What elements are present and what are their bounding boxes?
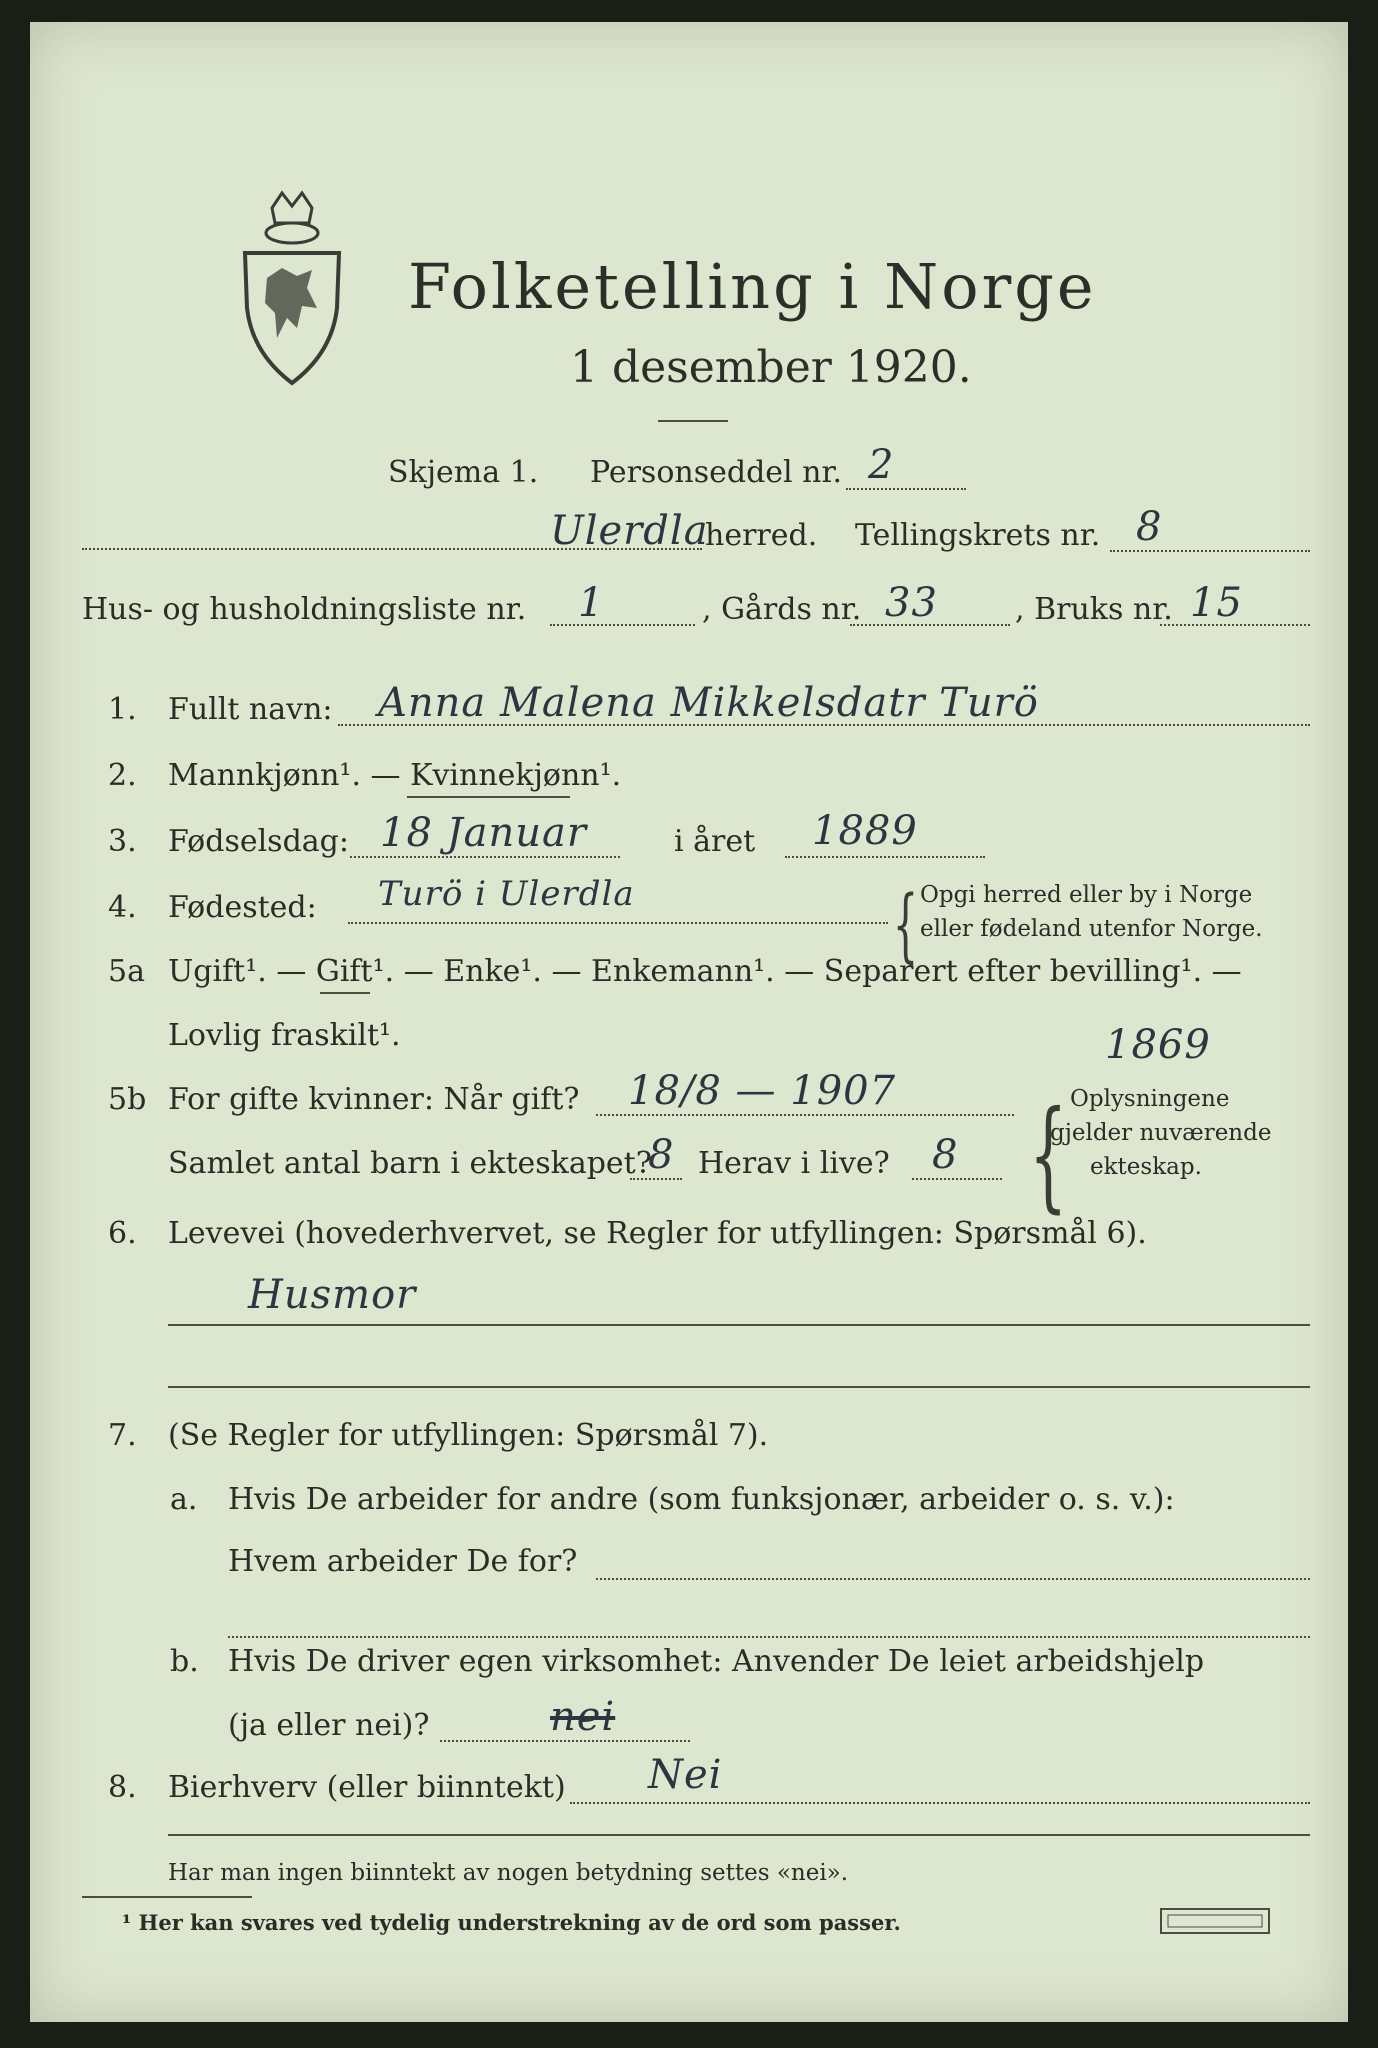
- form-title: Folketelling i Norge: [408, 250, 1097, 323]
- q6-line2: [168, 1386, 1310, 1388]
- q8-line: [570, 1802, 1310, 1804]
- q5b-barn-label: Samlet antal barn i ekteskapet?: [168, 1146, 652, 1181]
- herred-value: Ulerdla: [550, 508, 709, 554]
- q7a-label-line2: Hvem arbeider De for?: [228, 1544, 578, 1579]
- tellingskrets-line: [1110, 550, 1310, 552]
- title-rule: [658, 420, 728, 422]
- q7a-number: a.: [170, 1482, 198, 1517]
- q1-label: Fullt navn:: [168, 692, 333, 727]
- q3-number: 3.: [108, 824, 137, 859]
- census-form-sheet: [30, 22, 1348, 2022]
- footnote-rule: [82, 1896, 252, 1898]
- q7b-label: Hvis De driver egen virksomhet: Anvender De leiet arbeidshjelp: [228, 1644, 1205, 1679]
- q3-year-label: i året: [674, 824, 756, 859]
- q4-note-line1: Opgi herred eller by i Norge: [920, 882, 1253, 908]
- q5b-note-line1: Oplysningene: [1070, 1086, 1230, 1112]
- q5b-live-label: Herav i live?: [698, 1146, 890, 1181]
- q7b-line: [440, 1740, 690, 1742]
- q2-underline-kvinnekjonn: [407, 796, 570, 798]
- q4-line: [348, 922, 888, 924]
- biinntekt-note: Har man ingen biinntekt av nogen betydning settes «nei».: [168, 1860, 849, 1886]
- q5b-label: For gifte kvinner: Når gift?: [168, 1082, 580, 1117]
- q7b-number: b.: [170, 1644, 199, 1679]
- coat-of-arms-emblem: [237, 188, 347, 388]
- footnote: ¹ Her kan svares ved tydelig understrekning av de ord som passer.: [122, 1910, 901, 1935]
- q4-note-line2: eller fødeland utenfor Norge.: [920, 916, 1263, 942]
- q2-number: 2.: [108, 758, 137, 793]
- personseddel-value: 2: [868, 442, 895, 488]
- tellingskrets-value: 8: [1136, 504, 1163, 550]
- q5b-number: 5b: [108, 1082, 147, 1117]
- q5a-label-line2: Lovlig fraskilt¹.: [168, 1018, 401, 1053]
- husliste-value: 1: [578, 580, 605, 626]
- husliste-label: Hus- og husholdningsliste nr.: [82, 592, 527, 627]
- q8-label: Bierhverv (eller biinntekt): [168, 1770, 566, 1805]
- gards-line: [850, 624, 1010, 626]
- q3-year-line: [785, 856, 985, 858]
- note-rule: [168, 1834, 1310, 1836]
- q5a-number: 5a: [108, 954, 145, 989]
- q3-label: Fødselsdag:: [168, 824, 349, 859]
- q3-line: [350, 856, 620, 858]
- q5b-note-line2: gjelder nuværende: [1050, 1120, 1272, 1146]
- q8-number: 8.: [108, 1770, 137, 1805]
- census-date: 1 desember 1920.: [570, 342, 972, 393]
- q6-line1: [168, 1324, 1310, 1326]
- q5b-extra-note: 1869: [1105, 1022, 1211, 1068]
- q7b-value: nei: [550, 1694, 616, 1740]
- husliste-line: [550, 624, 695, 626]
- tellingskrets-label: Tellingskrets nr.: [855, 518, 1101, 553]
- q7-number: 7.: [108, 1418, 137, 1453]
- personseddel-line: [846, 488, 966, 490]
- q8-value: Nei: [648, 1752, 723, 1798]
- q5b-barn-line: [630, 1178, 682, 1180]
- q5a-underline-gift: [320, 992, 370, 994]
- q7b-label-line2: (ja eller nei)?: [228, 1708, 430, 1743]
- q6-number: 6.: [108, 1216, 137, 1251]
- q7a-line1: [596, 1578, 1310, 1580]
- q7a-line2: [228, 1636, 1310, 1638]
- q1-line: [338, 724, 1310, 726]
- gards-label: , Gårds nr.: [702, 592, 862, 627]
- herred-label: herred.: [705, 518, 818, 553]
- q7-label: (Se Regler for utfyllingen: Spørsmål 7).: [168, 1418, 769, 1453]
- bruks-value: 15: [1190, 580, 1243, 626]
- q5b-barn-value: 8: [648, 1132, 675, 1178]
- q6-label: Levevei (hovederhvervet, se Regler for utfyllingen: Spørsmål 6).: [168, 1216, 1147, 1251]
- personseddel-label: Personseddel nr.: [590, 455, 843, 490]
- bruks-line: [1160, 624, 1310, 626]
- q3-value: 18 Januar: [380, 810, 587, 856]
- q5b-note-line3: ekteskap.: [1090, 1154, 1202, 1180]
- q5b-line: [596, 1114, 1014, 1116]
- q5b-live-line: [912, 1178, 1002, 1180]
- bruks-label: , Bruks nr.: [1015, 592, 1173, 627]
- q1-value: Anna Malena Mikkelsdatr Turö: [378, 680, 1039, 726]
- q4-value: Turö i Ulerdla: [378, 874, 635, 914]
- q3-year-value: 1889: [812, 808, 918, 854]
- q4-brace: {: [892, 878, 919, 971]
- q4-number: 4.: [108, 890, 137, 925]
- schema-label: Skjema 1.: [388, 455, 539, 490]
- q2-label: Mannkjønn¹. — Kvinnekjønn¹.: [168, 758, 622, 793]
- q5b-brace: {: [1029, 1086, 1068, 1225]
- q5b-value: 18/8 — 1907: [628, 1068, 897, 1114]
- printer-mark: [1160, 1906, 1270, 1936]
- q5b-live-value: 8: [932, 1132, 959, 1178]
- q5a-label: Ugift¹. — Gift¹. — Enke¹. — Enkemann¹. — Separert efter bevilling¹. —: [168, 954, 1242, 989]
- gards-value: 33: [885, 580, 938, 626]
- q6-value: Husmor: [248, 1272, 417, 1318]
- q7a-label: Hvis De arbeider for andre (som funksjonær, arbeider o. s. v.):: [228, 1482, 1175, 1517]
- q1-number: 1.: [108, 692, 137, 727]
- q4-label: Fødested:: [168, 890, 317, 925]
